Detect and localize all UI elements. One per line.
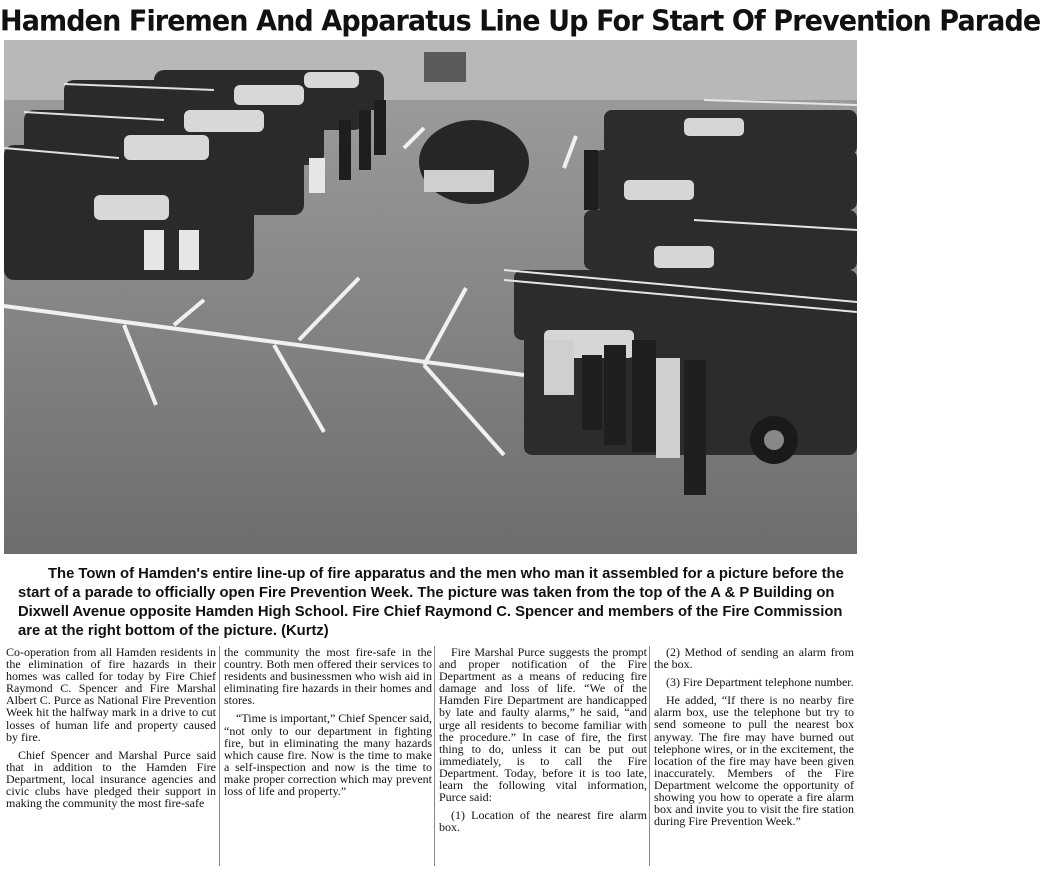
headline: Hamden Firemen And Apparatus Line Up For Start Of Prevention Parade xyxy=(0,5,1040,38)
article-paragraph: “Time is important,” Chief Spencer said, “not only to our department in fighting fire, but in eliminating the many hazards which cause fire. Now is the time to make a self-inspection and now is the time to make proper correction which may prevent loss of life and property.” xyxy=(224,711,432,799)
article-column-1 xyxy=(6,646,216,815)
article-column-2 xyxy=(224,646,432,803)
article-paragraph: He added, “If there is no nearby fire alarm box, use the telephone but try to send someone to pull the nearest box anyway. The fire may have burned out telephone wires, or in the excitement, the location of the fire may have been given inaccurately. Members of the Fire Department welcome the opportunity of showing you how to operate a fire alarm box and invite you to visit the fire station during Fire Prevention Week.” xyxy=(654,693,854,829)
article-paragraph: Fire Marshal Purce suggests the prompt and proper notification of the Fire Department as a means of reducing fire damage and loss of life. “We of the Hamden Fire Department are handicapped by late and faulty alarms,” he said, “and urge all residents to become familiar with the procedure.” In case of fire, the first thing to do, unless it can be put out immediately, is to call the Fire Department. Today, before it is too late, learn the following vital information, Purce said: xyxy=(439,645,647,805)
article-paragraph: Chief Spencer and Marshal Purce said that in addition to the Hamden Fire Department, local insurance agencies and civic clubs have pledged their support in making the community the most fire-safe xyxy=(6,747,216,811)
article-paragraph: Co-operation from all Hamden residents in the elimination of fire hazards in their homes was called for today by Fire Chief Raymond C. Spencer and Fire Marshal Albert C. Purce as National Fire Prevention Week hit the halfway mark in a drive to cut losses of human life and property caused by fire. xyxy=(6,645,216,744)
article-body xyxy=(6,646,854,866)
caption-text: The Town of Hamden's entire line-up of fire apparatus and the men who man it assembled for a picture before the start of a parade to officially open Fire Prevention Week. The picture was taken from the top of the A & P Building on Dixwell Avenue opposite Hamden High School. Fire Chief Raymond C. Spencer and members of the Fire Commission are at the right bottom of the picture. (Kurtz) xyxy=(18,566,844,639)
article-paragraph: (3) Fire Department telephone number. xyxy=(666,675,854,690)
column-divider xyxy=(649,646,650,866)
article-column-3 xyxy=(439,646,647,839)
column-divider xyxy=(219,646,220,866)
article-paragraph: the community the most fire-safe in the country. Both men offered their services to residents and businessmen who wish aid in eliminating fire hazards in their homes and stores. xyxy=(224,645,432,708)
article-column-4 xyxy=(654,646,854,833)
news-photo xyxy=(4,40,857,554)
photo-caption xyxy=(18,565,850,641)
article-paragraph: (1) Location of the nearest fire alarm box. xyxy=(439,808,647,835)
article-paragraph: (2) Method of sending an alarm from the box. xyxy=(654,645,854,672)
column-divider xyxy=(434,646,435,866)
